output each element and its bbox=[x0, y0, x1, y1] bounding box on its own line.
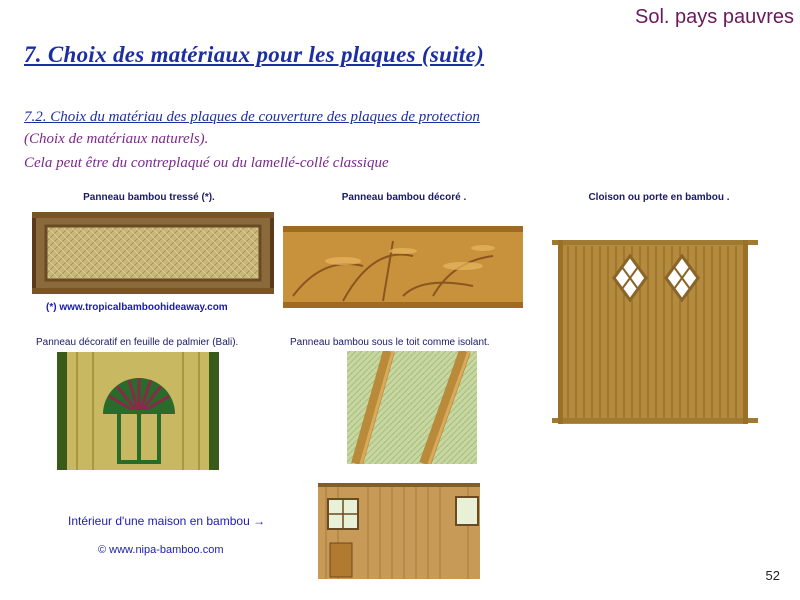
caption-woven-panel: Panneau bambou tressé (*). bbox=[83, 192, 215, 203]
caption-interior: Intérieur d'une maison en bambou → bbox=[68, 514, 266, 528]
intro-line-2: Cela peut être du contreplaqué ou du lamellé-collé classique bbox=[24, 155, 389, 171]
page-title: 7. Choix des matériaux pour les plaques (suite) bbox=[24, 42, 485, 67]
caption-decorated-panel: Panneau bambou décoré . bbox=[341, 192, 467, 203]
woven-bamboo-panel-image bbox=[32, 212, 274, 294]
decorated-bamboo-panel-image bbox=[283, 226, 523, 308]
section-subtitle: 7.2. Choix du matériau des plaques de couverture des plaques de protection bbox=[24, 109, 480, 125]
source-link-tropicalbamboo[interactable]: (*) www.tropicalbamboohideaway.com bbox=[46, 302, 228, 313]
bamboo-door-image bbox=[548, 238, 762, 428]
roof-insulation-panel-image bbox=[347, 351, 477, 464]
page-number: 52 bbox=[765, 568, 780, 583]
caption-palm-panel: Panneau décoratif en feuille de palmier (Bali). bbox=[36, 337, 239, 348]
section-tag: Sol. pays pauvres bbox=[635, 6, 794, 28]
source-link-nipa-bamboo[interactable]: © www.nipa-bamboo.com bbox=[98, 544, 224, 556]
caption-bamboo-door: Cloison ou porte en bambou . bbox=[588, 192, 730, 203]
caption-roof-panel: Panneau bambou sous le toit comme isolant. bbox=[290, 337, 490, 348]
bamboo-house-interior-image bbox=[318, 483, 480, 579]
intro-line-1: (Choix de matériaux naturels). bbox=[24, 131, 209, 147]
palm-leaf-panel-image bbox=[57, 352, 219, 470]
